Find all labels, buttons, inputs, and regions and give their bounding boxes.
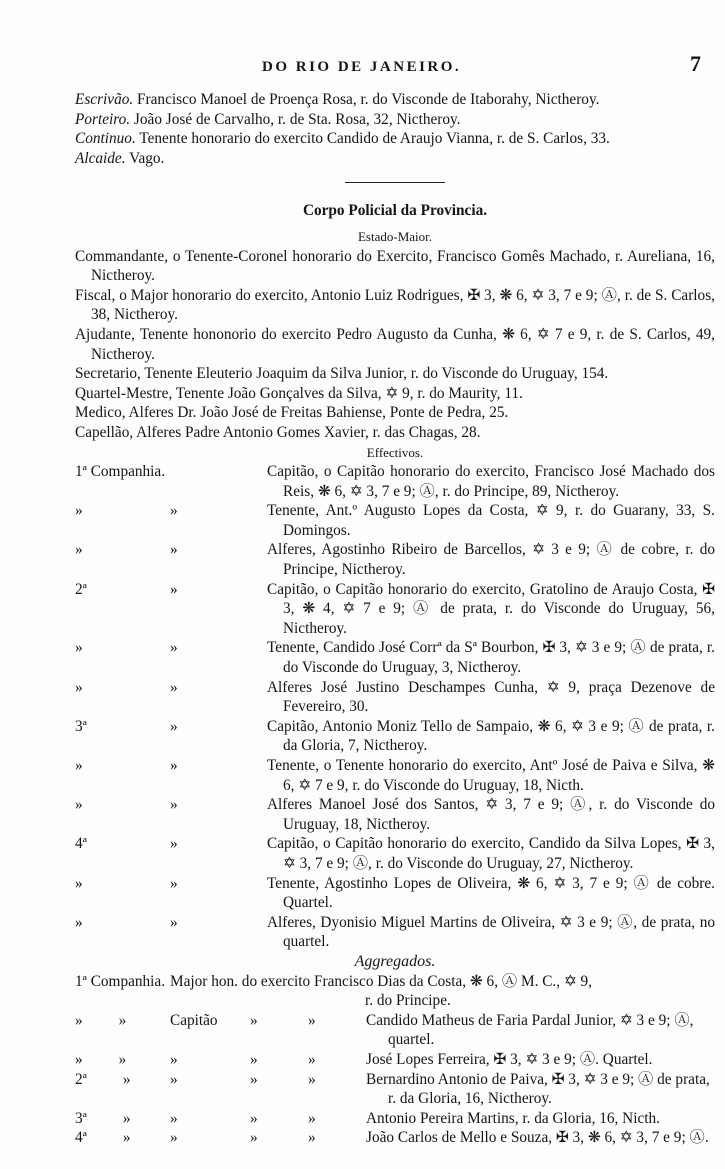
entry-text: Antonio Pereira Martins, r. da Gloria, 16, Nicth. (366, 1109, 660, 1127)
company: » (75, 1050, 83, 1068)
section-title: Corpo Policial da Provincia. (302, 202, 488, 220)
company: 1ª Companhia. (75, 463, 166, 481)
role-label: Alcaide. (75, 149, 126, 167)
entry-text: Vago. (129, 149, 165, 167)
company-entry (75, 638, 715, 677)
ditto-mark: » (122, 1109, 131, 1127)
company: 4ª (75, 1129, 87, 1147)
ditto-mark: » (250, 1050, 258, 1068)
company-entry (75, 795, 715, 834)
ditto-mark: » (308, 1129, 316, 1147)
ditto-mark: » (308, 1050, 316, 1068)
entry-text: João Carlos de Mello e Souza, ✠ 3, ❋ 6, ✡ 3, 7 e 9; Ⓐ. (366, 1129, 709, 1147)
company: » (75, 639, 83, 657)
page-number: 7 (690, 51, 701, 76)
company: 2ª (75, 580, 87, 598)
rank: » (170, 1109, 178, 1127)
effectivos-list (75, 462, 715, 952)
entry-text: Francisco Manoel de Proença Rosa, r. do Visconde de Itaborahy, Nictheroy. (137, 91, 600, 108)
company: » (75, 874, 83, 892)
ditto-mark: » (170, 678, 178, 696)
entry-continuation: r. do Principe. (365, 992, 451, 1010)
company: » (75, 913, 83, 931)
entry-text: Tenente, Candido José Corrª da Sª Bourbon, ✠ 3, ✡ 3 e 9; Ⓐ de prata, r. do Visconde do Uruguay, 3, Nictheroy. (267, 639, 715, 677)
aggregados-list (75, 1011, 715, 1148)
rank: Capitão (170, 1011, 218, 1029)
company-cell (75, 1070, 170, 1109)
ditto-mark: » (118, 1050, 127, 1068)
ditto-mark: » (122, 1129, 131, 1147)
ditto-mark: » (170, 639, 178, 657)
aggregado-entry (75, 1109, 715, 1129)
company-entry (75, 756, 715, 795)
entry-text: Tenente, Agostinho Lopes de Oliveira, ❋ 6, ✡ 3, 7 e 9; Ⓐ de cobre. Quartel. (267, 874, 715, 912)
staff-entry: Ajudante, Tenente hononorio do exercito Pedro Augusto da Cunha, ❋ 6, ✡ 7 e 9, r. de S. Carlos, 49, Nictheroy. (75, 325, 715, 363)
entry-text: Alferes Manoel José dos Santos, ✡ 3, 7 e 9; Ⓐ, r. do Visconde do Uruguay, 18, Nictheroy. (267, 796, 715, 833)
rank: » (170, 1070, 178, 1088)
aggregado-entry (75, 1011, 715, 1050)
aggregados-first-row (75, 972, 715, 1011)
staff-entry: Secretario, Tenente Eleuterio Joaquim da Silva Junior, r. do Visconde do Uruguay, 154. (75, 365, 609, 383)
entry-text: Tenente honorario do exercito Candido de Araujo Vianna, r. de S. Carlos, 33. (139, 130, 610, 148)
company-entry (75, 913, 715, 952)
company-cell (75, 1050, 170, 1070)
entry-text: José Lopes Ferreira, ✠ 3, ✡ 3 e 9; Ⓐ. Quartel. (366, 1050, 653, 1068)
ditto-mark: » (308, 1011, 316, 1029)
company: 3ª (75, 717, 87, 735)
company-entry (75, 462, 715, 501)
staff-entry: Medico, Alferes Dr. João José de Freitas Bahiense, Ponte de Pedra, 25. (75, 404, 509, 422)
official-entry (75, 149, 715, 169)
ditto-mark: » (308, 1109, 316, 1127)
entry-text: Alferes José Justino Deschampes Cunha, ✡ 9, praça Dezenove de Fevereiro, 30. (267, 678, 715, 716)
official-entry (75, 129, 715, 149)
company: » (75, 796, 83, 814)
company-cell (75, 1128, 170, 1148)
company: » (75, 757, 83, 774)
company-cell (75, 1011, 170, 1050)
company-entry (75, 874, 715, 913)
staff-entry: Quartel-Mestre, Tenente João Gonçalves da Silva, ✡ 9, r. do Maurity, 11. (75, 384, 523, 402)
role-label: Continuo. (75, 130, 136, 148)
ditto-mark: » (250, 1129, 258, 1147)
staff-entry: Commandante, o Tenente-Coronel honorario do Exercito, Francisco Gomês Machado, r. Aureliana, 16, Nictheroy. (75, 247, 715, 285)
company-cell (75, 1109, 170, 1129)
ditto-mark: » (170, 757, 178, 774)
estado-maior-list (75, 247, 715, 443)
aggregado-entry (75, 1070, 715, 1109)
entry-text: Capitão, o Capitão honorario do exercito, Francisco José Machado dos Reis, ❋ 6, ✡ 3, 7 e 9; Ⓐ, r. do Principe, 89, Nictheroy. (267, 463, 715, 500)
staff-entry: Fiscal, o Major honorario do exercito, Antonio Luiz Rodrigues, ✠ 3, ❋ 6, ✡ 3, 7 e 9; Ⓐ, r. de S. Carlos, 38, Nictheroy. (75, 286, 715, 324)
entry-text: Tenente, Ant.º Augusto Lopes da Costa, ✡ 9, r. do Guarany, 33, S. Domingos. (267, 502, 715, 539)
entry-text: Capitão, Antonio Moniz Tello de Sampaio, ❋ 6, ✡ 3 e 9; Ⓐ de prata, r. da Gloria, 7, Nictheroy. (267, 717, 715, 755)
body (75, 90, 715, 1148)
ditto-mark: » (170, 541, 178, 559)
ditto-mark: » (170, 502, 178, 520)
entry-text: Capitão, o Capitão honorario do exercito, Gratolino de Araujo Costa, ✠ 3, ❋ 4, ✡ 7 e 9; Ⓐ de prata, r. do Visconde do Uruguay, 56, Nictheroy. (267, 580, 715, 637)
company-entry (75, 717, 715, 756)
entry-text: Candido Matheus de Faria Pardal Junior, ✡ 3 e 9; Ⓐ, quartel. (366, 1011, 694, 1049)
company-entry (75, 678, 715, 717)
ditto-mark: » (250, 1070, 258, 1088)
estado-maior-heading: Estado-Maior. (357, 228, 432, 244)
company: » (75, 678, 83, 696)
ditto-mark: » (122, 1070, 131, 1088)
ditto-mark: » (170, 717, 178, 735)
ditto-mark: » (170, 835, 178, 853)
company: » (75, 502, 83, 520)
ditto-mark: » (250, 1109, 258, 1127)
entry-text: Alferes, Dyonisio Miguel Martins de Oliveira, ✡ 3 e 9; Ⓐ, de prata, no quartel. (267, 913, 715, 951)
entry-text: Alferes, Agostinho Ribeiro de Barcellos, ✡ 3 e 9; Ⓐ de cobre, r. do Principe, Nictheroy. (267, 541, 715, 579)
running-header (0, 51, 725, 82)
company-entry (75, 501, 715, 540)
aggregados-heading: Aggregados. (354, 952, 436, 970)
rank: » (170, 1129, 178, 1147)
rank: » (170, 1050, 178, 1068)
official-entry (75, 110, 715, 130)
ditto-mark: » (118, 1011, 127, 1029)
staff-entry: Capellão, Alferes Padre Antonio Gomes Xavier, r. das Chagas, 28. (75, 423, 481, 441)
ditto-mark (170, 462, 267, 501)
aggregado-entry (75, 1050, 715, 1070)
ditto-mark: » (170, 913, 178, 931)
ditto-mark: » (170, 580, 178, 598)
company: 4ª (75, 835, 87, 853)
role-label: Escrivão. (75, 91, 134, 108)
entry-text: Capitão, o Capitão honorario do exercito, Candido da Silva Lopes, ✠ 3, ✡ 3, 7 e 9; Ⓐ, r. do Visconde do Uruguay, 27, Nictheroy. (267, 835, 715, 872)
company: 2ª (75, 1070, 87, 1088)
ditto-mark: » (170, 796, 178, 814)
company: » (75, 1011, 83, 1029)
effectivos-heading: Effectivos. (366, 444, 424, 460)
ditto-mark: » (250, 1011, 258, 1029)
role-label: Porteiro. (75, 110, 131, 128)
company: 1ª Companhia. (75, 972, 166, 990)
ditto-mark: » (308, 1070, 316, 1088)
company-entry (75, 580, 715, 639)
officials-list (75, 90, 715, 168)
company-entry (75, 540, 715, 579)
aggregado-entry (75, 1128, 715, 1148)
header-title: DO RIO DE JANEIRO. (262, 59, 462, 75)
entry-text: Major hon. do exercito Francisco Dias da Costa, ❋ 6, Ⓐ M. C., ✡ 9, (170, 972, 593, 990)
ditto-mark: » (170, 874, 178, 892)
entry-text: João José de Carvalho, r. de Sta. Rosa, 32, Nictheroy. (133, 110, 461, 128)
divider (345, 182, 445, 183)
entry-text: Tenente, o Tenente honorario do exercito, Antº José de Paiva e Silva, ❋ 6, ✡ 7 e 9, r. do Visconde do Uruguay, 18, Nicth. (267, 757, 715, 794)
company: » (75, 541, 83, 559)
company: 3ª (75, 1109, 87, 1127)
official-entry (75, 90, 715, 110)
entry-text: Bernardino Antonio de Paiva, ✠ 3, ✡ 3 e 9; Ⓐ de prata, r. da Gloria, 16, Nictheroy. (366, 1070, 710, 1108)
company-entry (75, 834, 715, 873)
